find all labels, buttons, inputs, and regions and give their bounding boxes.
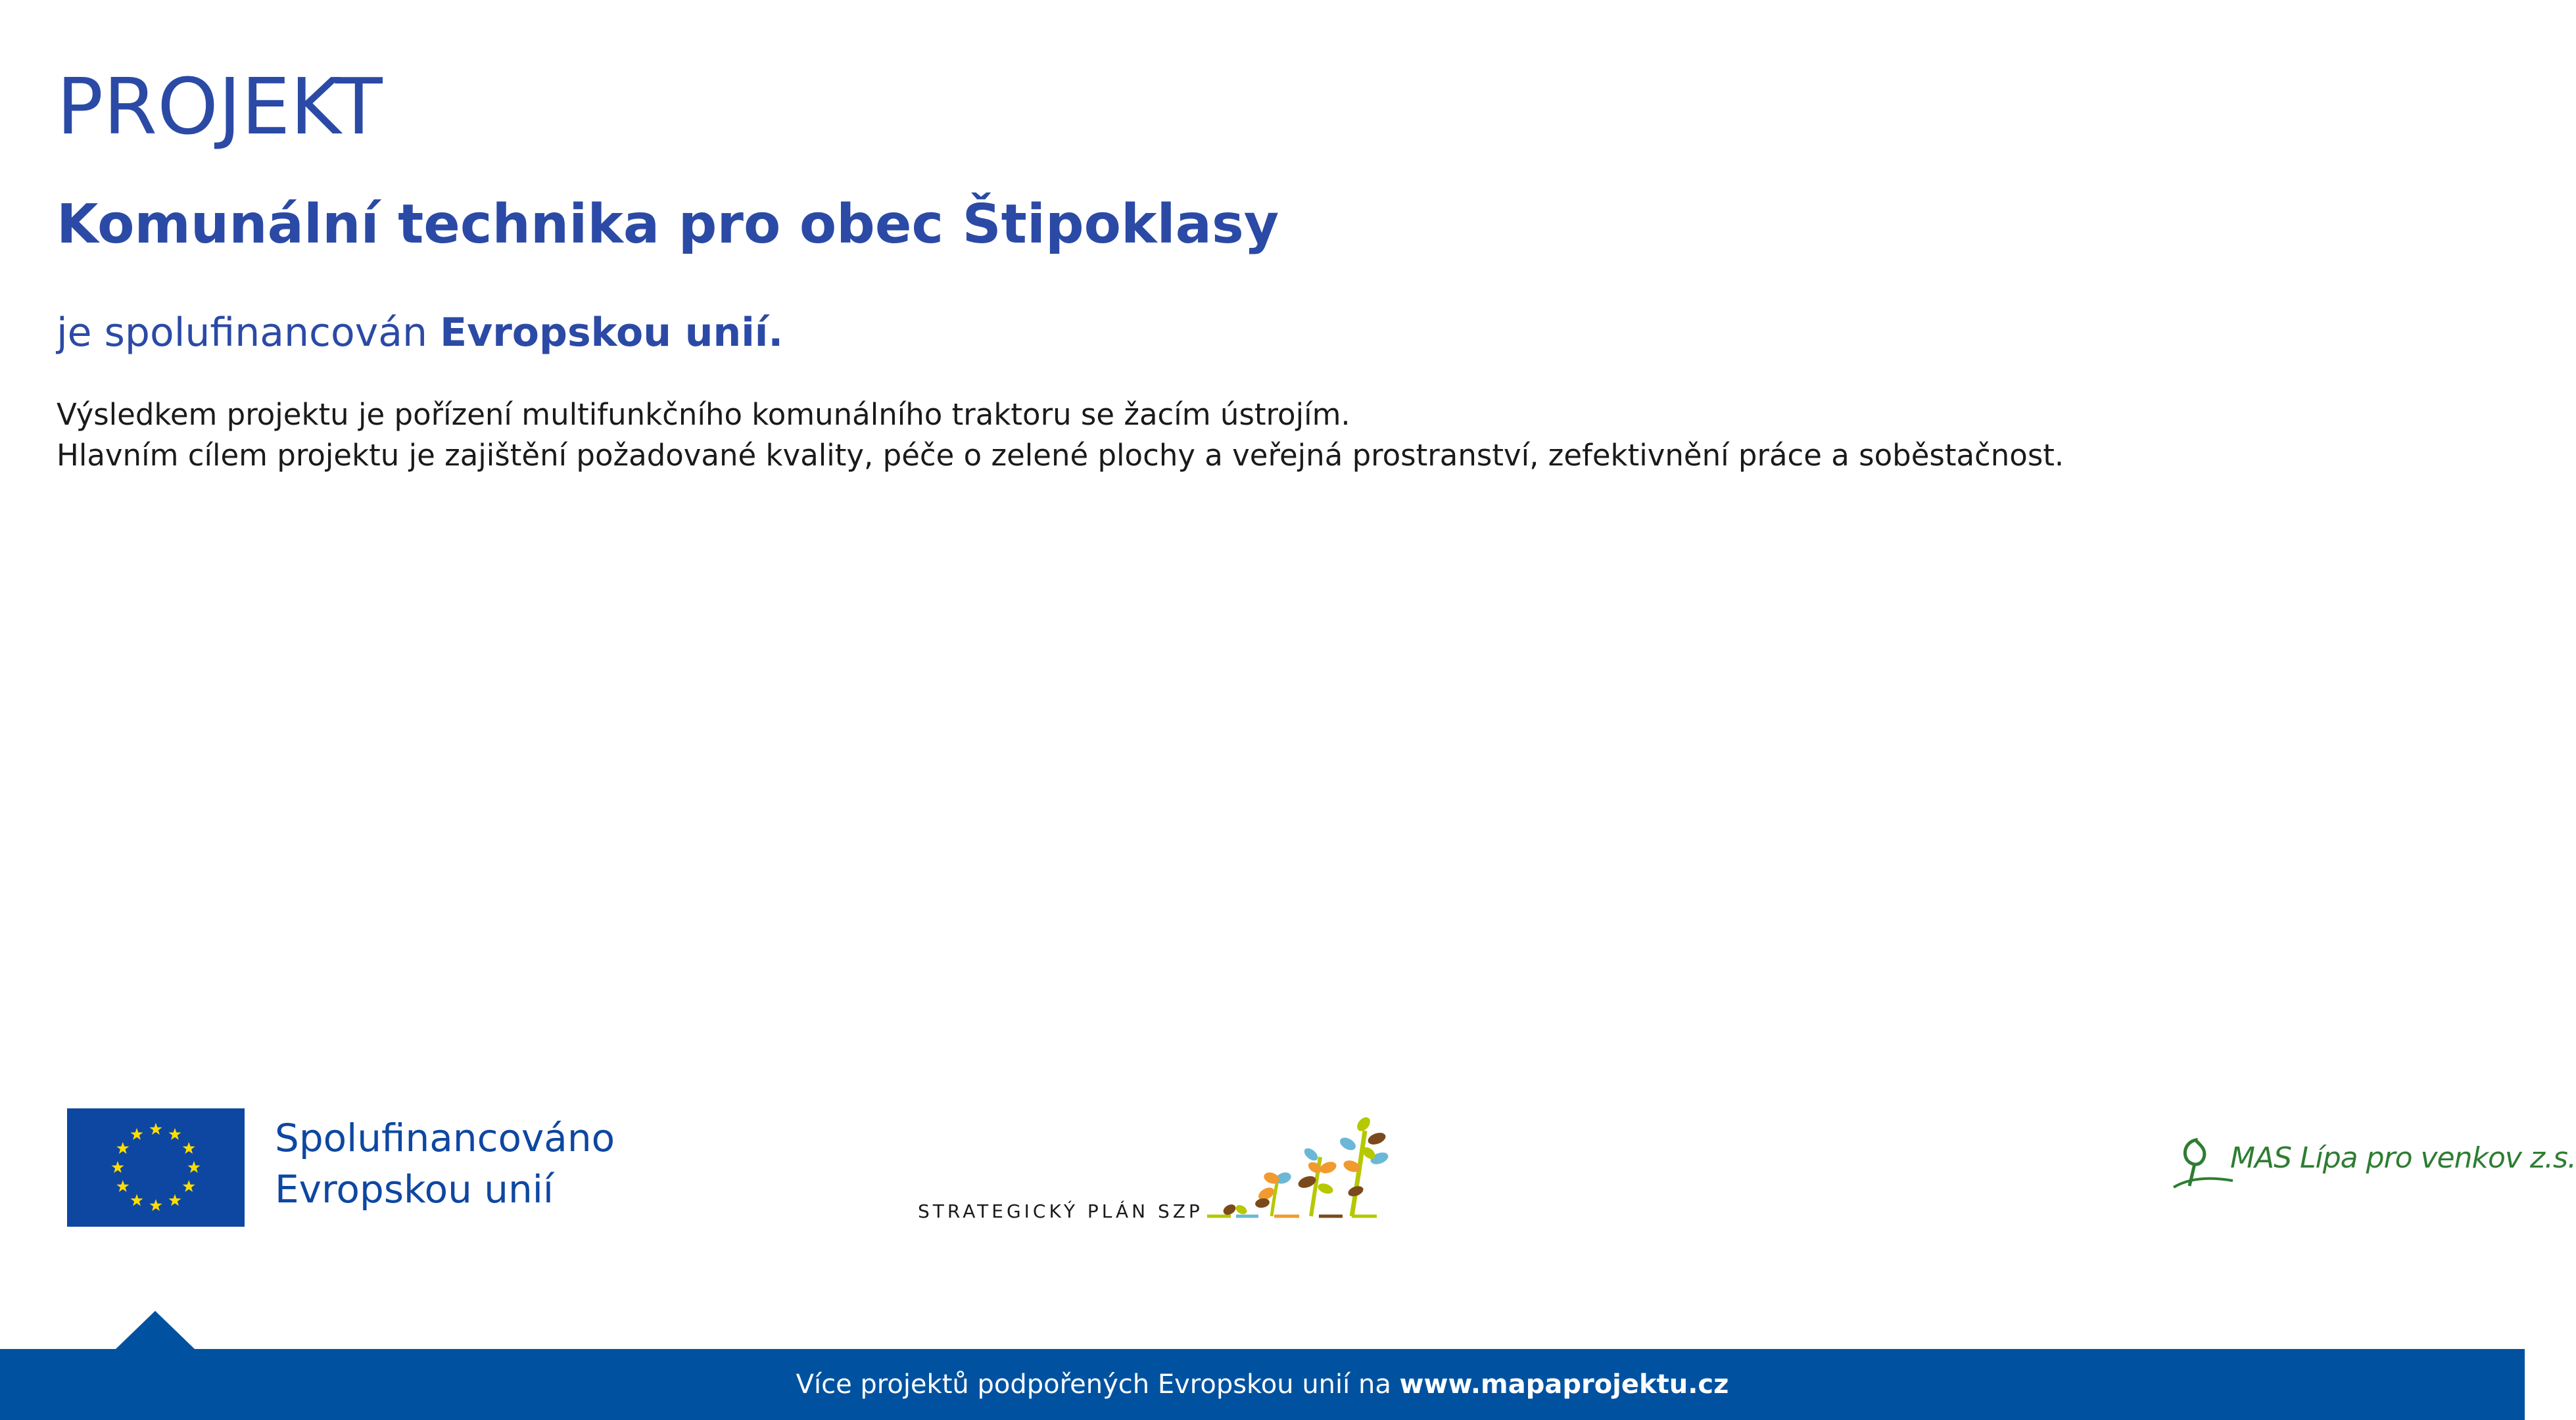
eu-star bbox=[130, 1128, 143, 1140]
eu-star bbox=[149, 1123, 162, 1135]
eu-star bbox=[149, 1199, 162, 1211]
page-heading: PROJEKT bbox=[57, 61, 383, 152]
eu-logo-line-2: Evropskou unií bbox=[275, 1167, 554, 1212]
eu-star bbox=[116, 1142, 129, 1154]
description-line-1: Výsledkem projektu je pořízení multifunkčního komunálního traktoru se žacím ústrojím. bbox=[57, 397, 1350, 432]
eu-star bbox=[183, 1142, 195, 1154]
footer-link[interactable]: www.mapaprojektu.cz bbox=[1399, 1369, 1729, 1400]
eu-star bbox=[168, 1128, 181, 1140]
eu-stars bbox=[67, 1108, 245, 1227]
eu-star bbox=[168, 1194, 181, 1206]
eu-star bbox=[187, 1161, 200, 1173]
eu-star bbox=[116, 1180, 129, 1192]
eu-logo-line-1: Spolufinancováno bbox=[275, 1116, 615, 1160]
project-description bbox=[57, 394, 2064, 476]
project-name: Komunální technika pro obec Štipoklasy bbox=[57, 193, 1279, 256]
eu-logo-text bbox=[275, 1112, 615, 1215]
eu-star bbox=[183, 1180, 195, 1192]
description-line-2: Hlavním cílem projektu je zajištění požadované kvality, péče o zelené plochy a veřejná prostranství, zefektivnění práce a soběstačnost. bbox=[57, 438, 2064, 473]
eu-flag-icon bbox=[67, 1108, 245, 1227]
eu-star bbox=[130, 1194, 143, 1206]
mas-lipa-logo bbox=[2170, 1133, 2576, 1193]
eu-cofinance-logo bbox=[67, 1108, 619, 1228]
footer-notch bbox=[116, 1311, 195, 1349]
footer-bar bbox=[0, 1349, 2525, 1420]
sprouting-plants-icon bbox=[1201, 1104, 1496, 1236]
footer-text: Více projektů podpořených Evropskou unií na bbox=[796, 1369, 1400, 1400]
mas-logo-text: MAS Lípa pro venkov z.s. bbox=[2230, 1141, 2576, 1175]
cofinance-prefix: je spolufinancován bbox=[57, 310, 441, 356]
cofinance-statement bbox=[57, 306, 783, 359]
eu-star bbox=[111, 1161, 124, 1173]
szp-logo bbox=[918, 1104, 1496, 1236]
szp-logo-text: STRATEGICKÝ PLÁN SZP bbox=[918, 1200, 1203, 1222]
linden-leaf-icon bbox=[2170, 1133, 2235, 1193]
cofinance-eu: Evropskou unií. bbox=[440, 310, 784, 356]
